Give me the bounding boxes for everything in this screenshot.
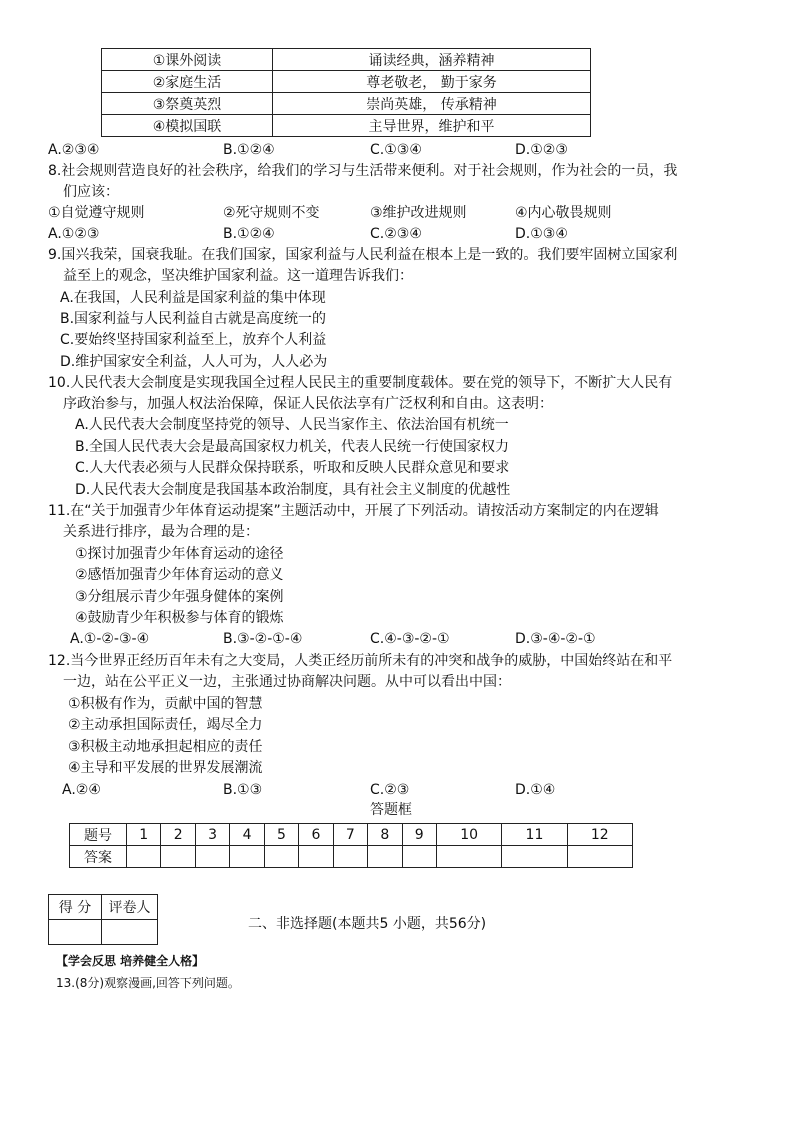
table-row — [102, 49, 591, 71]
q10-stem-line1: 10.人民代表大会制度是实现我国全过程人民民主的重要制度载体。要在党的领导下，不断扩大人民有 — [48, 375, 673, 391]
q12-item-3: ③积极主动地承担起相应的责任 — [68, 739, 263, 755]
q9-option-c: C.要始终坚持国家利益至上，放弃个人利益 — [60, 332, 327, 348]
q11-item-3: ③分组展示青少年强身健体的案例 — [75, 589, 284, 605]
answer-cell[interactable] — [127, 846, 161, 868]
answer-cell[interactable] — [502, 846, 567, 868]
q9-stem-line1: 9.国兴我荣，国衰我耻。在我们国家，国家利益与人民利益在根本上是一致的。我们要牢固树立国家利 — [48, 247, 678, 263]
question-number: 8 — [368, 824, 402, 846]
q7-option-b: B.①②④ — [223, 142, 275, 158]
q10-option-a: A.人民代表大会制度坚持党的领导、人民当家作主、依法治国有机统一 — [75, 417, 509, 433]
q11-item-1: ①探讨加强青少年体育运动的途径 — [75, 546, 284, 562]
question-number: 1 — [127, 824, 161, 846]
q12-option-d: D.①④ — [515, 782, 556, 798]
answer-cell[interactable] — [436, 846, 501, 868]
table-row — [49, 895, 158, 920]
table-row — [102, 71, 591, 93]
answer-cell[interactable] — [264, 846, 298, 868]
q7-option-c: C.①③④ — [370, 142, 422, 158]
activity-table — [101, 48, 591, 137]
q8-option-d: D.①③④ — [515, 226, 568, 242]
table-cell: ②家庭生活 — [102, 71, 273, 93]
answer-cell[interactable] — [230, 846, 264, 868]
q8-option-a: A.①②③ — [48, 226, 100, 242]
answer-cell[interactable] — [402, 846, 436, 868]
q12-option-a: A.②④ — [62, 782, 101, 798]
table-cell: 主导世界，维护和平 — [273, 115, 591, 137]
answer-cell[interactable] — [333, 846, 367, 868]
q11-option-b: B.③-②-①-④ — [223, 631, 303, 647]
q8-item-3: ③维护改进规则 — [370, 205, 467, 221]
q11-stem-line1: 11.在“关于加强青少年体育运动提案”主题活动中，开展了下列活动。请按活动方案制定的内在逻辑 — [48, 503, 659, 519]
q12-stem-line1: 12.当今世界正经历百年未有之大变局，人类正经历前所未有的冲突和战争的威胁，中国始终站在和平 — [48, 653, 673, 669]
q9-option-b: B.国家利益与人民利益自古就是高度统一的 — [60, 311, 327, 327]
q7-option-d: D.①②③ — [515, 142, 568, 158]
table-cell: ④模拟国联 — [102, 115, 273, 137]
table-row — [70, 824, 633, 846]
table-cell: 崇尚英雄， 传承精神 — [273, 93, 591, 115]
section-title: 二、非选择题(本题共5 小题，共56分) — [248, 916, 487, 932]
q13-stem: 13.(8分)观察漫画,回答下列问题。 — [56, 976, 240, 990]
table-row — [49, 920, 158, 945]
q12-option-c: C.②③ — [370, 782, 410, 798]
grader-label: 评卷人 — [102, 895, 158, 920]
question-number: 11 — [502, 824, 567, 846]
answer-table — [69, 823, 633, 868]
answer-box-title: 答题框 — [370, 802, 412, 818]
q11-option-c: C.④-③-②-① — [370, 631, 450, 647]
q12-item-1: ①积极有作为，贡献中国的智慧 — [68, 696, 263, 712]
question-number: 7 — [333, 824, 367, 846]
answer-cell[interactable] — [195, 846, 229, 868]
question-number: 9 — [402, 824, 436, 846]
q9-option-a: A.在我国，人民利益是国家利益的集中体现 — [60, 290, 326, 306]
q8-option-c: C.②③④ — [370, 226, 422, 242]
table-row — [102, 93, 591, 115]
q12-item-2: ②主动承担国际责任，竭尽全力 — [68, 717, 263, 733]
table-cell: ③祭奠英烈 — [102, 93, 273, 115]
q11-option-d: D.③-④-②-① — [515, 631, 596, 647]
q11-option-a: A.①-②-③-④ — [70, 631, 150, 647]
q11-item-4: ④鼓励青少年积极参与体育的锻炼 — [75, 610, 284, 626]
answer-cell[interactable] — [161, 846, 195, 868]
q11-item-2: ②感悟加强青少年体育运动的意义 — [75, 567, 284, 583]
answer-label: 答案 — [70, 846, 127, 868]
q9-stem-line2: 益至上的观念，坚决维护国家利益。这一道理告诉我们： — [63, 268, 413, 284]
q8-item-2: ②死守规则不变 — [223, 205, 320, 221]
q10-option-c: C.人大代表必须与人民群众保持联系，听取和反映人民群众意见和要求 — [75, 460, 510, 476]
answer-cell[interactable] — [567, 846, 632, 868]
score-cell[interactable] — [49, 920, 102, 945]
q12-item-4: ④主导和平发展的世界发展潮流 — [68, 760, 263, 776]
q7-option-a: A.②③④ — [48, 142, 100, 158]
q10-option-b: B.全国人民代表大会是最高国家权力机关，代表人民统一行使国家权力 — [75, 439, 510, 455]
answer-cell[interactable] — [368, 846, 402, 868]
q8-item-1: ①自觉遵守规则 — [48, 205, 145, 221]
q9-option-d: D.维护国家安全利益，人人可为，人人必为 — [60, 354, 328, 370]
table-cell: 尊老敬老， 勤于家务 — [273, 71, 591, 93]
question-number: 3 — [195, 824, 229, 846]
answer-cell[interactable] — [299, 846, 333, 868]
table-cell: ①课外阅读 — [102, 49, 273, 71]
q8-stem-line2: 们应该： — [63, 184, 119, 200]
q10-option-d: D.人民代表大会制度是我国基本政治制度，具有社会主义制度的优越性 — [75, 482, 511, 498]
grader-cell[interactable] — [102, 920, 158, 945]
question-number: 2 — [161, 824, 195, 846]
score-label: 得 分 — [49, 895, 102, 920]
table-row — [70, 846, 633, 868]
q8-stem-line1: 8.社会规则营造良好的社会秩序，给我们的学习与生活带来便利。对于社会规则，作为社会的一员，我 — [48, 163, 678, 179]
table-row — [102, 115, 591, 137]
question-number-label: 题号 — [70, 824, 127, 846]
q11-stem-line2: 关系进行排序，最为合理的是： — [63, 524, 259, 540]
question-number: 4 — [230, 824, 264, 846]
q8-item-4: ④内心敬畏规则 — [515, 205, 612, 221]
q12-option-b: B.①③ — [223, 782, 263, 798]
question-number: 12 — [567, 824, 632, 846]
question-number: 6 — [299, 824, 333, 846]
score-table — [48, 894, 158, 945]
q10-stem-line2: 序政治参与，加强人权法治保障，保证人民依法享有广泛权利和自由。这表明： — [63, 396, 553, 412]
question-number: 10 — [436, 824, 501, 846]
q12-stem-line2: 一边，站在公平正义一边，主张通过协商解决问题。从中可以看出中国： — [63, 674, 511, 690]
question-number: 5 — [264, 824, 298, 846]
section-subheading: 【学会反思 培养健全人格】 — [56, 954, 205, 968]
table-cell: 诵读经典，涵养精神 — [273, 49, 591, 71]
q8-option-b: B.①②④ — [223, 226, 275, 242]
